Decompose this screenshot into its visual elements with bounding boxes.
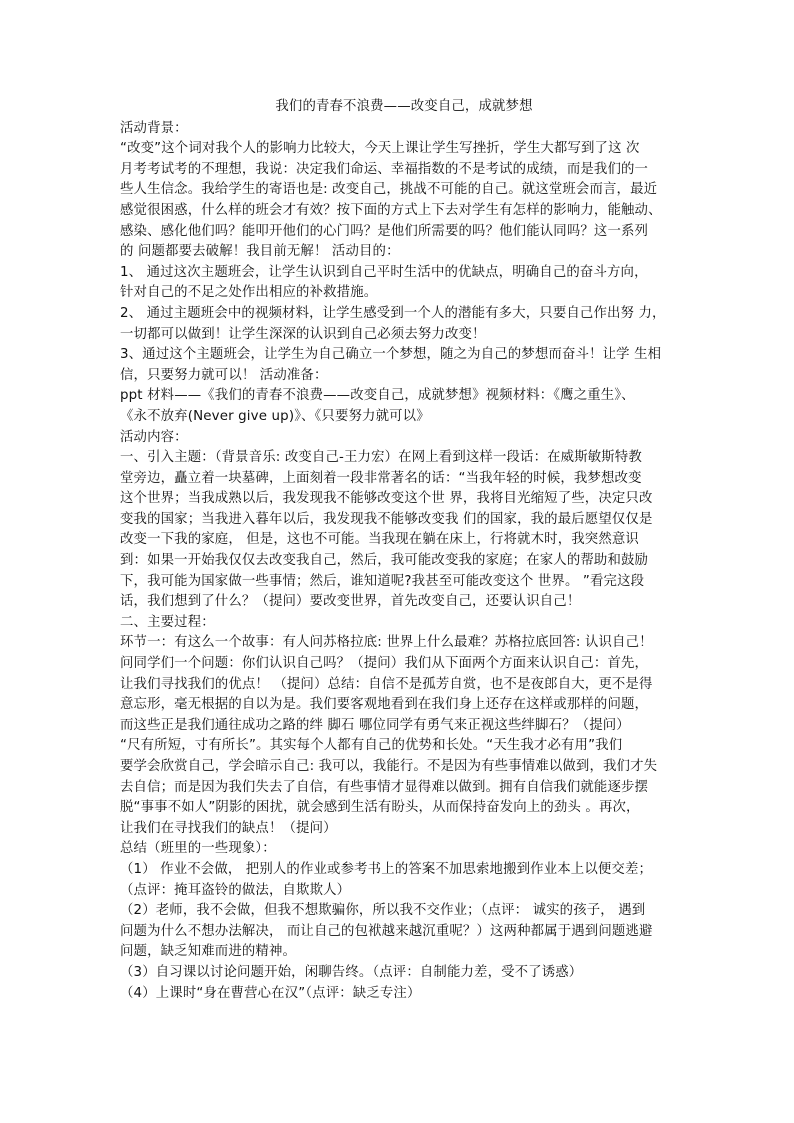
- text-line: 去自信；而是因为我们失去了自信，有些事情才显得难以做到。拥有自信我们就能逐步摆: [120, 779, 649, 795]
- text-line: 改变一下我的家庭， 但是，这也不可能。当我现在躺在床上，行将就木时，我突然意识: [120, 532, 639, 548]
- text-line: 《永不放弃(Never give up)》、《只要努力就可以》: [120, 408, 430, 424]
- text-line: “改变”这个词对我个人的影响力比较大，今天上课让学生写挫折，学生大都写到了这 次: [120, 141, 640, 157]
- document-page: [120, 97, 688, 1004]
- text-line: （4）上课时“身在曹营心在汉”（点评：缺乏专注）: [120, 985, 421, 1001]
- text-line: （3）自习课以讨论问题开始，闲聊告终。（点评：自制能力差，受不了诱惑）: [120, 964, 583, 980]
- text-line: 下，我可能为国家做一些事情；然后，谁知道呢?我甚至可能改变这个 世界。 ”看完这段: [120, 573, 645, 589]
- text-line: 问同学们一个问题：你们认识自己吗？（提问）我们从下面两个方面来认识自己：首先，: [120, 656, 649, 672]
- text-line: 变我的国家；当我进入暮年以后，我发现我不能够改变我 们的国家，我的最后愿望仅仅是: [120, 511, 653, 527]
- list-item: 针对自己的不足之处作出相应的补救措施。: [120, 285, 378, 301]
- section-heading: 总结（班里的一些现象）：: [120, 841, 276, 857]
- list-item: 3、通过这个主题班会，让学生为自己确立一个梦想，随之为自己的梦想而奋斗！让学 生相: [120, 347, 662, 363]
- text-line: （1） 作业不会做， 把别人的作业或参考书上的答案不加思索地搬到作业本上以便交差；: [120, 861, 653, 877]
- text-line: 些人生信念。我给学生的寄语也是: 改变自己，挑战不可能的自己。就这堂班会而言，最近: [120, 182, 658, 198]
- section-heading: 二、主要过程：: [120, 614, 215, 630]
- text-line: “尺有所短，寸有所长”。其实每个人都有自己的优势和长处。“天生我才必有用”我们: [120, 738, 623, 754]
- text-line: 让我们寻找我们的优点！ （提问）总结：自信不是孤芳自赏，也不是夜郎自大，更不是得: [120, 676, 653, 692]
- text-line: 问题为什么不想办法解决， 而让自己的包袱越来越沉重呢？）这两种都属于遇到问题逃避: [120, 923, 653, 939]
- text-line: 月考考试考的不理想，我说：决定我们命运、幸福指数的不是考试的成绩，而是我们的一: [120, 161, 649, 177]
- text-line: 要学会欣赏自己，学会暗示自己: 我可以，我能行。不是因为有些事情难以做到，我们才失: [120, 759, 658, 774]
- text-line: 一、引入主题：（背景音乐: 改变自己-王力宏）在网上看到这样一段话：在威斯敏斯特教: [120, 450, 642, 466]
- text-line: 感染、感化他们吗？能叩开他们的心门吗？是他们所需要的吗？他们能认同吗？这一系列: [120, 223, 649, 239]
- text-line: 这个世界；当我成熟以后，我发现我不能够改变这个世 界，我将目光缩短了些，决定只改: [120, 491, 653, 507]
- text-line: 让我们在寻找我们的缺点！（提问）: [120, 820, 337, 836]
- text-line: 问题，缺乏知难而进的精神。: [120, 944, 297, 960]
- text-line: （2）老师，我不会做，但我不想欺骗你，所以我不交作业；（点评： 诚实的孩子， 遇到: [120, 903, 646, 919]
- list-item: 2、 通过主题班会中的视频材料，让学生感受到一个人的潜能有多大，只要自己作出努 力，: [120, 305, 666, 321]
- text-line: 而这些正是我们通往成功之路的绊 脚石 哪位同学有勇气来正视这些绊脚石？（提问）: [120, 717, 630, 733]
- list-item: 1、 通过这次主题班会，让学生认识到自己平时生活中的优缺点，明确自己的奋斗方向，: [120, 264, 648, 280]
- text-line: 感觉很困惑，什么样的班会才有效？按下面的方式上下去对学生有怎样的影响力，能触动、: [120, 202, 662, 218]
- text-line: 脱“事事不如人”阴影的困扰，就会感到生活有盼头，从而保持奋发向上的劲头 。再次，: [120, 800, 640, 816]
- text-line: （点评：掩耳盗铃的做法，自欺欺人）: [120, 882, 351, 898]
- text-line: 到：如果一开始我仅仅去改变我自己，然后，我可能改变我的家庭；在家人的帮助和鼓励: [120, 553, 649, 569]
- text-line: ppt 材料——《我们的青春不浪费——改变自己，成就梦想》视频材料：《鹰之重生》、: [120, 388, 635, 404]
- text-line: 活动背景：: [120, 120, 188, 136]
- section-heading: 活动内容：: [120, 429, 188, 445]
- text-line: 堂旁边，矗立着一块墓碑，上面刻着一段非常著名的话：“当我年轻的时候，我梦想改变: [120, 470, 642, 486]
- text-line: 的 问题都要去破解！我目前无解！ 活动目的：: [120, 244, 400, 260]
- list-item: 一切都可以做到！让学生深深的认识到自己必须去努力改变！: [120, 326, 486, 342]
- document-title: 我们的青春不浪费——改变自己，成就梦想: [275, 99, 533, 114]
- text-line: 环节一：有这么一个故事：有人问苏格拉底: 世界上什么最难？苏格拉底回答: 认识自己！: [120, 635, 653, 651]
- document-body: [120, 119, 688, 1005]
- text-line: 意忘形，毫无根据的自以为是。我们要客观地看到在我们身上还存在这样或那样的问题，: [120, 697, 649, 713]
- text-line: 话，我们想到了什么？（提问）要改变世界，首先改变自己，还要认识自己！: [120, 594, 581, 610]
- text-line: 信，只要努力就可以！ 活动准备：: [120, 367, 328, 383]
